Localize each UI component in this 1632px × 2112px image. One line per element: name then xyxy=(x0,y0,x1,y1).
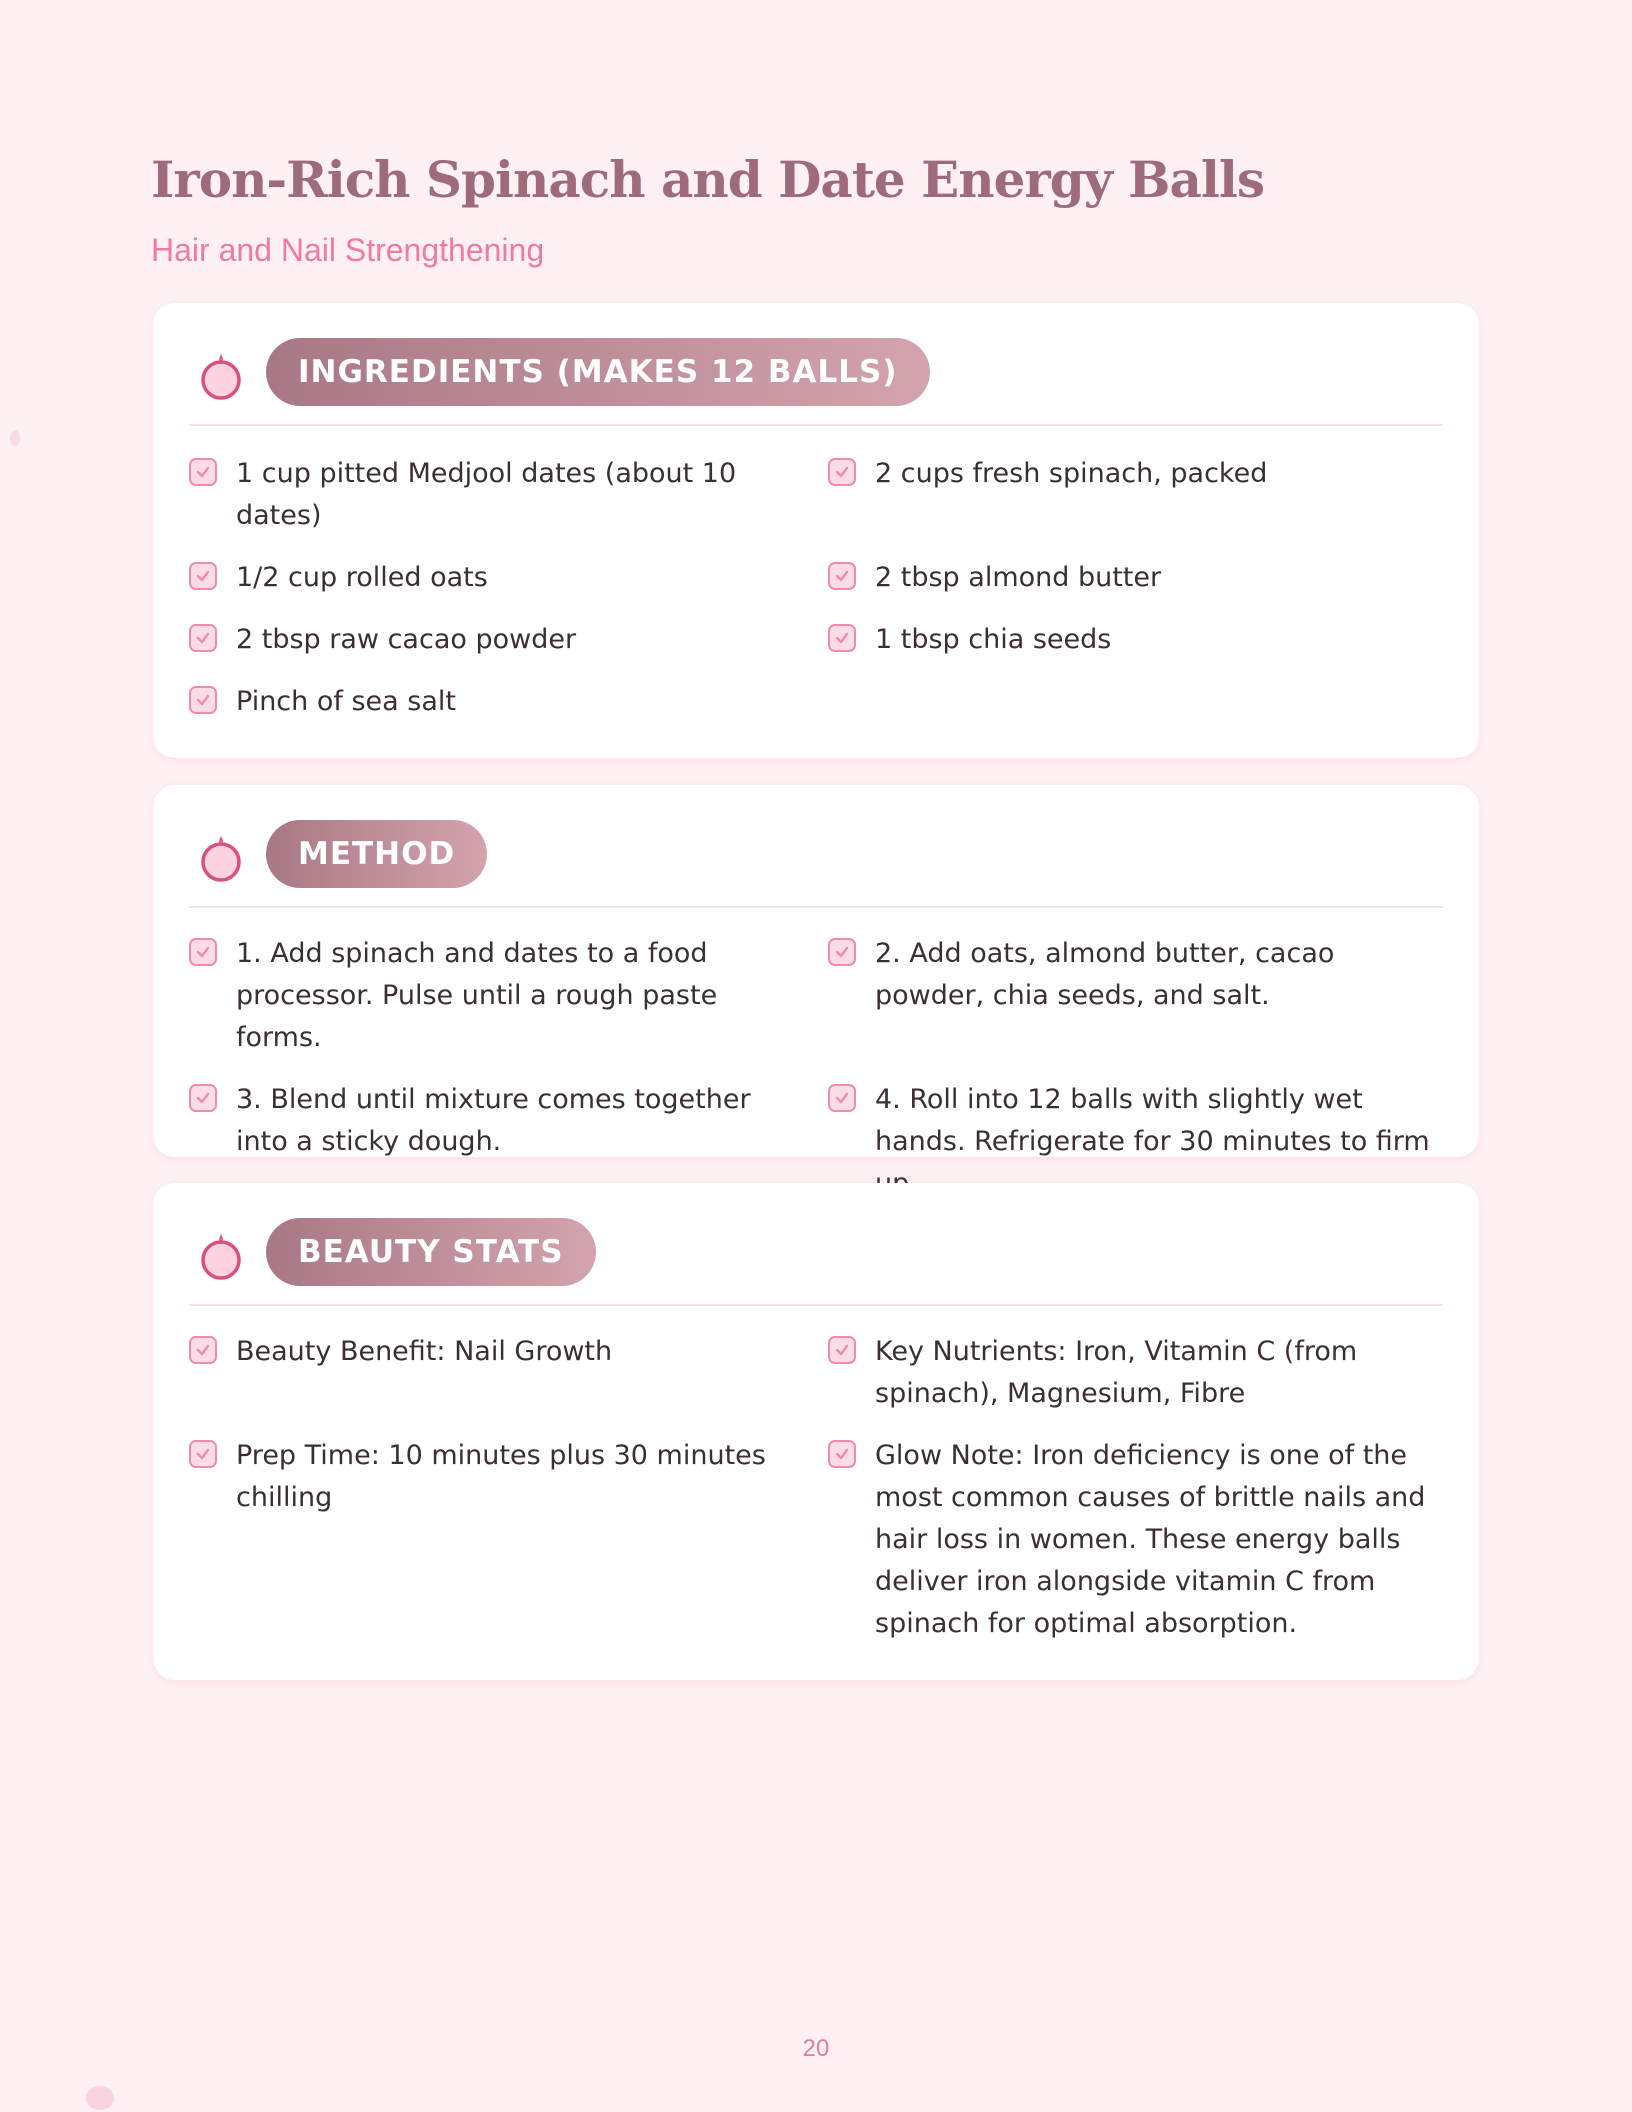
ingredient-text: 2 cups fresh spinach, packed xyxy=(875,458,1268,489)
page-number: 20 xyxy=(802,2035,830,2062)
recipe-title: Iron-Rich Spinach and Date Energy Balls xyxy=(151,150,1264,209)
recipe-subtitle: Hair and Nail Strengthening xyxy=(151,232,545,268)
checkbox-checked-icon xyxy=(189,1084,217,1112)
checkbox-checked-icon xyxy=(189,938,217,966)
section-title: METHOD xyxy=(266,820,487,888)
stat-text: Key Nutrients: Iron, Vitamin C (from spinach), Magnesium, Fibre xyxy=(875,1336,1358,1409)
ingredient-text: 1/2 cup rolled oats xyxy=(236,562,488,593)
list-item xyxy=(189,1435,804,1645)
list-item xyxy=(189,453,804,537)
section-title: INGREDIENTS (MAKES 12 BALLS) xyxy=(266,338,930,406)
list-item xyxy=(189,619,804,661)
checkbox-checked-icon xyxy=(828,562,856,590)
method-step-text: 2. Add oats, almond butter, cacao powder, chia seeds, and salt. xyxy=(875,938,1335,1011)
bulb-icon xyxy=(199,1230,243,1280)
list-item xyxy=(828,453,1443,537)
section-header xyxy=(189,818,1443,908)
stat-text: Prep Time: 10 minutes plus 30 minutes chilling xyxy=(236,1440,766,1513)
checkbox-checked-icon xyxy=(828,1084,856,1112)
ingredient-text: 1 tbsp chia seeds xyxy=(875,624,1112,655)
petal-decoration-icon xyxy=(84,2080,120,2112)
beauty-stats-card xyxy=(153,1183,1479,1680)
ingredient-text: 1 cup pitted Medjool dates (about 10 dates) xyxy=(236,458,737,531)
list-item xyxy=(189,557,804,599)
list-item xyxy=(828,1435,1443,1645)
list-item xyxy=(828,619,1443,661)
section-header xyxy=(189,1216,1443,1306)
petal-decoration-icon xyxy=(8,428,22,448)
beauty-stats-list xyxy=(189,1331,1443,1645)
checkbox-checked-icon xyxy=(189,686,217,714)
method-list xyxy=(189,933,1443,1205)
section-title: BEAUTY STATS xyxy=(266,1218,596,1286)
list-item xyxy=(828,933,1443,1059)
checkbox-checked-icon xyxy=(189,624,217,652)
list-item xyxy=(189,681,804,723)
ingredients-card xyxy=(153,303,1479,758)
checkbox-checked-icon xyxy=(828,1440,856,1468)
checkbox-checked-icon xyxy=(828,624,856,652)
list-item xyxy=(828,1331,1443,1415)
ingredient-text: Pinch of sea salt xyxy=(236,686,456,717)
stat-text: Beauty Benefit: Nail Growth xyxy=(236,1336,613,1367)
checkbox-checked-icon xyxy=(828,458,856,486)
checkbox-checked-icon xyxy=(189,1440,217,1468)
checkbox-checked-icon xyxy=(189,1336,217,1364)
ingredient-text: 2 tbsp raw cacao powder xyxy=(236,624,577,655)
list-item xyxy=(189,933,804,1059)
checkbox-checked-icon xyxy=(828,938,856,966)
list-item xyxy=(828,557,1443,599)
checkbox-checked-icon xyxy=(189,562,217,590)
bulb-icon xyxy=(199,350,243,400)
stat-text: Glow Note: Iron deficiency is one of the most common causes of brittle nails and hair loss in women. These energy balls deliver iron alongside vitamin C from spinach for optimal absorption. xyxy=(875,1440,1426,1639)
checkbox-checked-icon xyxy=(828,1336,856,1364)
method-step-text: 1. Add spinach and dates to a food processor. Pulse until a rough paste forms. xyxy=(236,938,718,1053)
bulb-icon xyxy=(199,832,243,882)
method-card xyxy=(153,785,1479,1157)
list-item xyxy=(189,1331,804,1415)
method-step-text: 3. Blend until mixture comes together into a sticky dough. xyxy=(236,1084,751,1157)
ingredient-text: 2 tbsp almond butter xyxy=(875,562,1162,593)
method-step-text: 4. Roll into 12 balls with slightly wet hands. Refrigerate for 30 minutes to firm xyxy=(875,1084,1430,1157)
ingredients-list xyxy=(189,453,1443,723)
checkbox-checked-icon xyxy=(189,458,217,486)
section-header xyxy=(189,336,1443,426)
